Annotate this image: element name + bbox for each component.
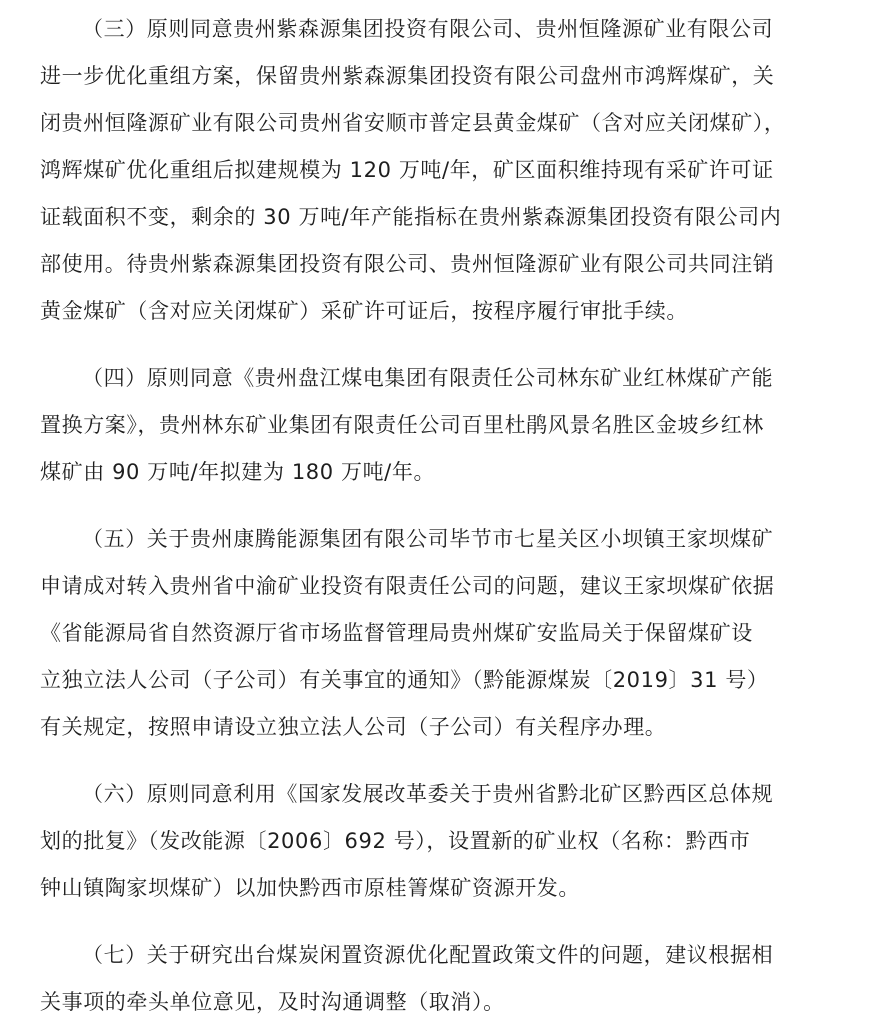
paragraph-5 xyxy=(40,516,840,751)
paragraph-line: （四）原则同意《贵州盘江煤电集团有限责任公司林东矿业红林煤矿产能 xyxy=(82,366,774,390)
paragraph-7 xyxy=(40,932,840,1026)
paragraph-line: （三）原则同意贵州紫森源集团投资有限公司、贵州恒隆源矿业有限公司 xyxy=(82,17,774,41)
paragraph-line: 置换方案》，贵州林东矿业集团有限责任公司百里杜鹃风景名胜区金坡乡红林 xyxy=(40,413,764,437)
paragraph-line: 进一步优化重组方案，保留贵州紫森源集团投资有限公司盘州市鸿辉煤矿，关 xyxy=(40,64,775,88)
paragraph-line: 证载面积不变，剩余的 30 万吨/年产能指标在贵州紫森源集团投资有限公司内 xyxy=(40,205,782,229)
paragraph-line: 《省能源局省自然资源厅省市场监督管理局贵州煤矿安监局关于保留煤矿设 xyxy=(40,621,753,645)
paragraph-3 xyxy=(40,6,840,335)
paragraph-line: （七）关于研究出台煤炭闲置资源优化配置政策文件的问题，建议根据相 xyxy=(82,943,774,967)
paragraph-line: 煤矿由 90 万吨/年拟建为 180 万吨/年。 xyxy=(40,460,436,484)
paragraph-line: 钟山镇陶家坝煤矿）以加快黔西市原桂箐煤矿资源开发。 xyxy=(40,876,580,900)
paragraph-6 xyxy=(40,771,840,912)
paragraph-line: 有关规定，按照申请设立独立法人公司（子公司）有关程序办理。 xyxy=(40,715,667,739)
paragraph-line: （五）关于贵州康腾能源集团有限公司毕节市七星关区小坝镇王家坝煤矿 xyxy=(82,527,774,551)
paragraph-line: 立独立法人公司（子公司）有关事宜的通知》（黔能源煤炭〔2019〕31 号） xyxy=(40,668,769,692)
paragraph-line: 部使用。待贵州紫森源集团投资有限公司、贵州恒隆源矿业有限公司共同注销 xyxy=(40,252,775,276)
paragraph-4 xyxy=(40,355,840,496)
paragraph-line: 鸿辉煤矿优化重组后拟建规模为 120 万吨/年，矿区面积维持现有采矿许可证 xyxy=(40,158,774,182)
paragraph-line: （六）原则同意利用《国家发展改革委关于贵州省黔北矿区黔西区总体规 xyxy=(82,782,774,806)
paragraph-line: 闭贵州恒隆源矿业有限公司贵州省安顺市普定县黄金煤矿（含对应关闭煤矿）， xyxy=(40,111,786,135)
paragraph-line: 申请成对转入贵州省中渝矿业投资有限责任公司的问题，建议王家坝煤矿依据 xyxy=(40,574,775,598)
paragraph-line: 黄金煤矿（含对应关闭煤矿）采矿许可证后，按程序履行审批手续。 xyxy=(40,299,688,323)
paragraph-line: 关事项的牵头单位意见，及时沟通调整（取消）。 xyxy=(40,990,505,1014)
paragraph-line: 划的批复》（发改能源〔2006〕692 号），设置新的矿业权（名称：黔西市 xyxy=(40,829,751,853)
document-body xyxy=(40,6,840,1026)
